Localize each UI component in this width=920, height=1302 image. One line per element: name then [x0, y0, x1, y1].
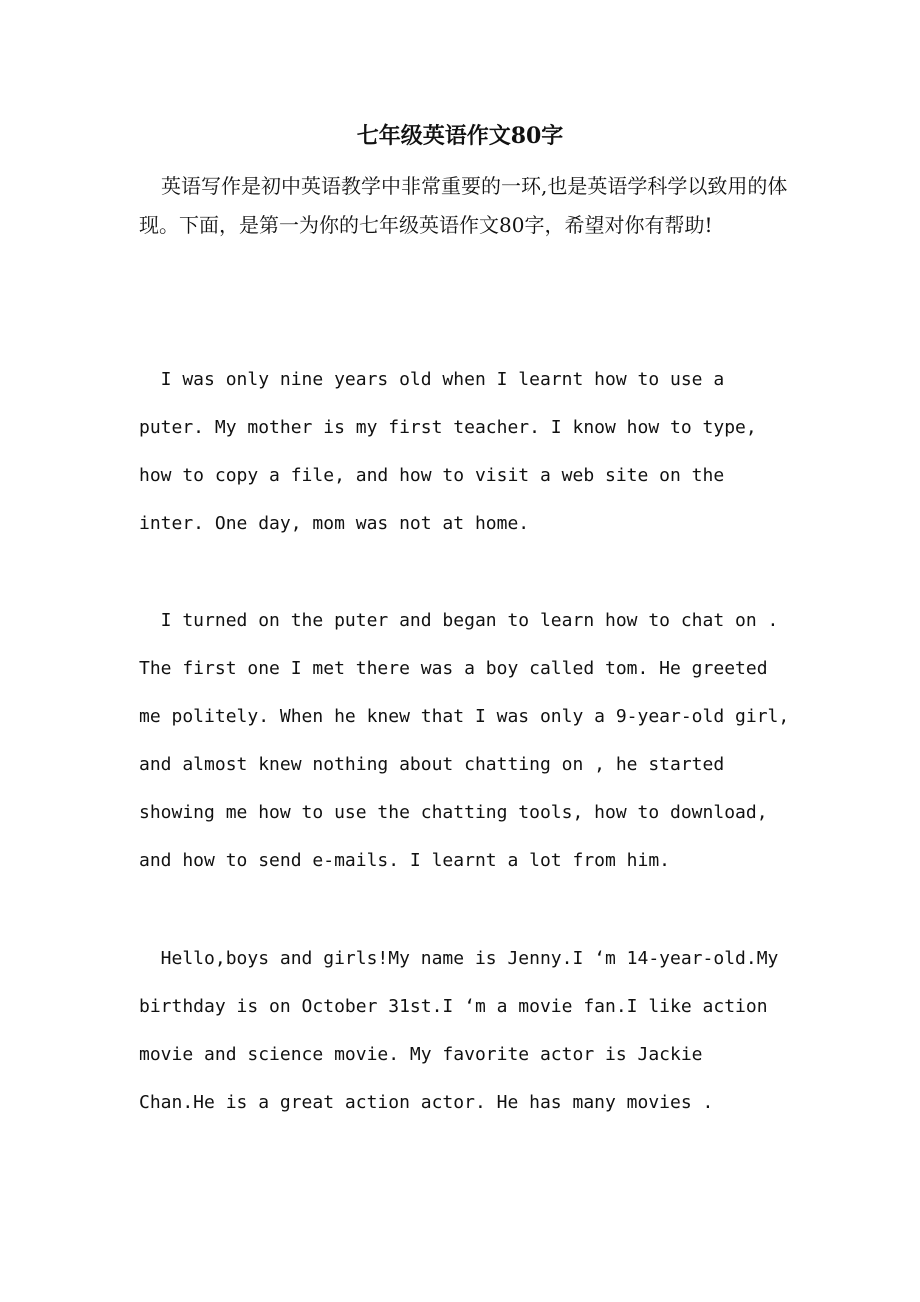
paragraph-line: and how to send e-mails. I learnt a lot from him. [139, 850, 671, 871]
paragraph-line: I was only nine years old when I learnt how to use a [139, 369, 725, 390]
essay-paragraph-3 [139, 935, 799, 1127]
intro-paragraph: 英语写作是初中英语教学中非常重要的一环,也是英语学科学以致用的体现。下面，是第一为你的七年级英语作文80字，希望对你有帮助! [139, 174, 788, 237]
paragraph-line: me politely. When he knew that I was only a 9-year-old girl, [139, 706, 790, 727]
paragraph-line: and almost knew nothing about chatting on , he started [139, 754, 725, 775]
paragraph-line: I turned on the puter and began to learn how to chat on . [139, 610, 779, 631]
paragraph-line: movie and science movie. My favorite actor is Jackie [139, 1044, 703, 1065]
document-title: 七年级英语作文80字 [356, 123, 564, 149]
essay-paragraph-2 [139, 597, 799, 885]
paragraph-line: how to copy a file, and how to visit a web site on the [139, 465, 725, 486]
paragraph-line: inter. One day, mom was not at home. [139, 513, 530, 534]
paragraph-line: puter. My mother is my first teacher. I know how to type, [139, 417, 757, 438]
paragraph-line: showing me how to use the chatting tools, how to download, [139, 802, 768, 823]
paragraph-line: The first one I met there was a boy called tom. He greeted [139, 658, 768, 679]
essay-paragraph-1 [139, 356, 799, 548]
paragraph-line: birthday is on October 31st.I ‘m a movie fan.I like action [139, 996, 768, 1017]
paragraph-line: Chan.He is a great action actor. He has many movies . [139, 1092, 714, 1113]
paragraph-line: Hello,boys and girls!My name is Jenny.I ‘m 14-year-old.My [139, 948, 779, 969]
